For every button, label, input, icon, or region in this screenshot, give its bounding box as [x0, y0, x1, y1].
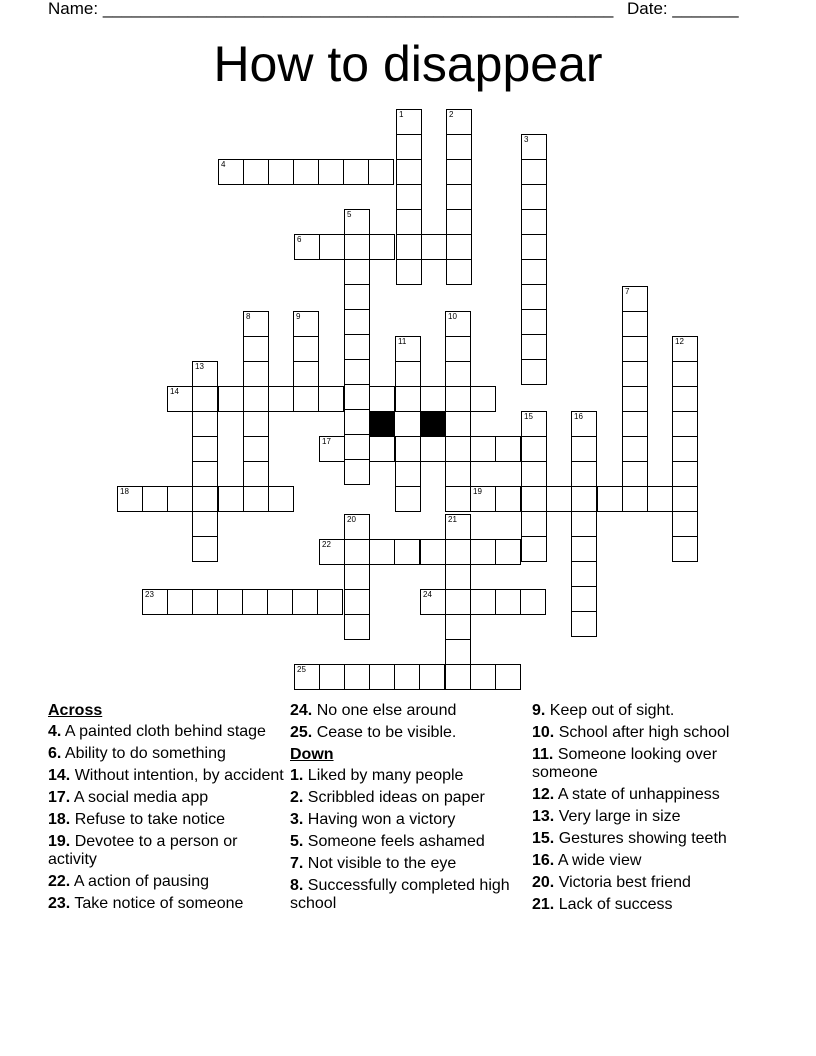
down-clue-list — [290, 767, 526, 913]
clue-item — [532, 808, 772, 826]
grid-cell[interactable] — [445, 411, 471, 437]
grid-cell[interactable] — [672, 361, 698, 387]
clue-text: Someone feels ashamed — [307, 833, 485, 850]
grid-cell[interactable] — [394, 539, 420, 565]
grid-cell[interactable] — [419, 664, 445, 690]
clue-text: Take notice of someone — [74, 895, 244, 912]
grid-cell[interactable] — [622, 461, 648, 487]
clue-text: Having won a victory — [307, 811, 456, 828]
grid-cell[interactable] — [445, 386, 471, 412]
clue-text: Not visible to the eye — [307, 855, 457, 872]
grid-cell[interactable] — [445, 639, 471, 665]
grid-cell[interactable] — [495, 589, 521, 615]
grid-cell[interactable] — [571, 411, 597, 437]
grid-cell[interactable] — [268, 386, 294, 412]
clue-number: 22 — [322, 540, 331, 549]
grid-cell[interactable] — [368, 159, 394, 185]
grid-cell[interactable] — [243, 386, 269, 412]
date-field[interactable]: _______ — [672, 0, 739, 18]
clue-item — [48, 895, 284, 913]
grid-cell[interactable] — [445, 461, 471, 487]
grid-cell[interactable] — [445, 589, 471, 615]
grid-cell[interactable] — [344, 384, 370, 410]
clue-item — [290, 811, 526, 829]
clue-text: Liked by many people — [307, 767, 464, 784]
clue-number: 11 — [398, 337, 407, 346]
grid-cell[interactable] — [446, 209, 472, 235]
clue-item — [48, 789, 284, 807]
grid-cell[interactable] — [192, 536, 218, 562]
clue-text: Ability to do something — [64, 745, 226, 762]
clue-number: 16. — [532, 852, 555, 869]
grid-cell[interactable] — [192, 511, 218, 537]
grid-cell[interactable] — [344, 209, 370, 235]
clue-number: 1 — [399, 110, 404, 119]
grid-cell[interactable] — [521, 486, 547, 512]
grid-cell[interactable] — [344, 589, 370, 615]
grid-cell[interactable] — [571, 461, 597, 487]
grid-cell[interactable] — [396, 184, 422, 210]
grid-cell[interactable] — [622, 411, 648, 437]
grid-cell[interactable] — [622, 311, 648, 337]
clue-text: No one else around — [316, 702, 457, 719]
across-clue-list — [48, 723, 284, 913]
grid-cell[interactable] — [192, 589, 218, 615]
grid-cell[interactable] — [495, 486, 521, 512]
grid-cell[interactable] — [268, 486, 294, 512]
clue-number: 13. — [532, 808, 555, 825]
clue-number: 1. — [290, 767, 304, 784]
grid-cell[interactable] — [446, 184, 472, 210]
grid-cell[interactable] — [344, 284, 370, 310]
grid-cell[interactable] — [142, 486, 168, 512]
clue-text: A state of unhappiness — [557, 786, 720, 803]
clue-number: 8. — [290, 877, 304, 894]
clues-column-2 — [290, 702, 526, 917]
clue-item — [290, 767, 526, 785]
grid-cell[interactable] — [395, 386, 421, 412]
grid-cell[interactable] — [396, 259, 422, 285]
grid-cell[interactable] — [396, 134, 422, 160]
clue-number: 8 — [246, 312, 251, 321]
grid-cell[interactable] — [394, 664, 420, 690]
grid-cell[interactable] — [167, 486, 193, 512]
clue-number: 5. — [290, 833, 304, 850]
clue-text: Successfully completed high school — [290, 877, 510, 912]
grid-cell[interactable] — [319, 539, 345, 565]
clue-number: 12. — [532, 786, 555, 803]
grid-cell[interactable] — [344, 334, 370, 360]
grid-cell[interactable] — [369, 386, 395, 412]
grid-cell[interactable] — [167, 589, 193, 615]
grid-cell[interactable] — [395, 436, 421, 462]
grid-cell[interactable] — [344, 259, 370, 285]
clue-text: Cease to be visible. — [316, 724, 457, 741]
down-heading: Down — [290, 746, 334, 763]
clue-number: 17. — [48, 789, 71, 806]
grid-cell[interactable] — [395, 486, 421, 512]
clue-number: 16 — [574, 412, 583, 421]
grid-cell[interactable] — [445, 311, 471, 337]
grid-cell[interactable] — [243, 159, 269, 185]
clue-item — [48, 873, 284, 891]
grid-cell[interactable] — [445, 361, 471, 387]
grid-cell[interactable] — [672, 511, 698, 537]
grid-cell[interactable] — [242, 589, 268, 615]
clue-number: 14 — [170, 387, 179, 396]
grid-cell[interactable] — [521, 234, 547, 260]
grid-cell[interactable] — [622, 336, 648, 362]
grid-cell[interactable] — [369, 664, 395, 690]
grid-cell[interactable] — [521, 209, 547, 235]
clue-item — [532, 724, 772, 742]
black-cell — [369, 411, 395, 437]
grid-cell[interactable] — [395, 336, 421, 362]
clue-item — [290, 833, 526, 851]
grid-cell[interactable] — [317, 589, 343, 615]
grid-cell[interactable] — [495, 436, 521, 462]
grid-cell[interactable] — [192, 461, 218, 487]
grid-cell[interactable] — [521, 134, 547, 160]
grid-cell[interactable] — [318, 386, 344, 412]
clue-item — [532, 746, 772, 782]
clue-number: 6 — [297, 235, 302, 244]
grid-cell[interactable] — [396, 234, 422, 260]
grid-cell[interactable] — [571, 611, 597, 637]
grid-cell[interactable] — [446, 109, 472, 135]
clue-number: 10 — [448, 312, 457, 321]
clue-text: Devotee to a person or activity — [48, 833, 238, 868]
clue-number: 21 — [448, 515, 457, 524]
clue-text: Without intention, by accident — [74, 767, 284, 784]
clue-number: 2 — [449, 110, 454, 119]
grid-cell[interactable] — [521, 511, 547, 537]
clue-number: 21. — [532, 896, 555, 913]
clue-item — [532, 786, 772, 804]
black-cell — [420, 411, 446, 437]
grid-cell[interactable] — [294, 664, 320, 690]
clue-text: Very large in size — [558, 808, 681, 825]
grid-cell[interactable] — [369, 539, 395, 565]
grid-cell[interactable] — [420, 539, 446, 565]
grid-cell[interactable] — [420, 386, 446, 412]
clue-item — [532, 896, 772, 914]
grid-cell[interactable] — [319, 234, 345, 260]
grid-cell[interactable] — [672, 386, 698, 412]
clue-number: 23 — [145, 590, 154, 599]
grid-cell[interactable] — [243, 436, 269, 462]
clue-text: School after high school — [558, 724, 730, 741]
grid-cell[interactable] — [243, 361, 269, 387]
clue-number: 24 — [423, 590, 432, 599]
clue-number: 12 — [675, 337, 684, 346]
grid-cell[interactable] — [192, 411, 218, 437]
grid-cell[interactable] — [243, 311, 269, 337]
grid-cell[interactable] — [622, 361, 648, 387]
clue-text: Victoria best friend — [558, 874, 691, 891]
grid-cell[interactable] — [446, 234, 472, 260]
grid-cell[interactable] — [319, 436, 345, 462]
grid-cell[interactable] — [672, 461, 698, 487]
clue-number: 15. — [532, 830, 555, 847]
clue-text: Someone looking over someone — [532, 746, 718, 781]
grid-cell[interactable] — [445, 486, 471, 512]
clues-column-1 — [48, 702, 284, 917]
clue-number: 23. — [48, 895, 71, 912]
clue-text: Lack of success — [558, 896, 673, 913]
grid-cell[interactable] — [292, 589, 318, 615]
grid-cell[interactable] — [571, 511, 597, 537]
grid-cell[interactable] — [396, 209, 422, 235]
clue-text: A social media app — [73, 789, 209, 806]
grid-cell[interactable] — [420, 436, 446, 462]
clue-number: 4 — [221, 160, 226, 169]
clue-item — [290, 877, 526, 913]
clue-item — [290, 702, 526, 720]
grid-cell[interactable] — [571, 561, 597, 587]
grid-cell[interactable] — [470, 486, 496, 512]
grid-cell[interactable] — [446, 259, 472, 285]
grid-cell[interactable] — [293, 311, 319, 337]
grid-cell[interactable] — [343, 159, 369, 185]
clue-item — [48, 723, 284, 741]
grid-cell[interactable] — [293, 361, 319, 387]
grid-cell[interactable] — [445, 539, 471, 565]
clue-item — [48, 811, 284, 829]
clue-number: 25. — [290, 724, 313, 741]
grid-cell[interactable] — [294, 234, 320, 260]
grid-cell[interactable] — [622, 386, 648, 412]
grid-cell[interactable] — [445, 664, 471, 690]
grid-cell[interactable] — [521, 309, 547, 335]
grid-cell[interactable] — [470, 386, 496, 412]
grid-cell[interactable] — [218, 159, 244, 185]
grid-cell[interactable] — [521, 436, 547, 462]
grid-cell[interactable] — [520, 589, 546, 615]
grid-cell[interactable] — [495, 539, 521, 565]
clue-number: 7. — [290, 855, 304, 872]
grid-cell[interactable] — [344, 459, 370, 485]
grid-cell[interactable] — [521, 284, 547, 310]
clue-item — [48, 767, 284, 785]
clue-text: Gestures showing teeth — [558, 830, 727, 847]
grid-cell[interactable] — [470, 436, 496, 462]
clue-number: 9 — [296, 312, 301, 321]
clue-text: Refuse to take notice — [74, 811, 226, 828]
grid-cell[interactable] — [243, 486, 269, 512]
clue-number: 6. — [48, 745, 62, 762]
clues-column-3 — [532, 702, 772, 918]
grid-cell[interactable] — [571, 586, 597, 612]
grid-cell[interactable] — [369, 436, 395, 462]
grid-cell[interactable] — [243, 411, 269, 437]
grid-cell[interactable] — [218, 486, 244, 512]
grid-cell[interactable] — [192, 436, 218, 462]
grid-cell[interactable] — [268, 159, 294, 185]
clue-number: 9. — [532, 702, 546, 719]
grid-cell[interactable] — [445, 564, 471, 590]
clue-number: 14. — [48, 767, 71, 784]
grid-cell[interactable] — [647, 486, 673, 512]
clue-number: 24. — [290, 702, 313, 719]
grid-cell[interactable] — [622, 486, 648, 512]
grid-cell[interactable] — [117, 486, 143, 512]
clue-number: 19 — [473, 487, 482, 496]
clue-number: 20. — [532, 874, 555, 891]
clue-text: A painted cloth behind stage — [64, 723, 266, 740]
grid-cell[interactable] — [445, 514, 471, 540]
grid-cell[interactable] — [420, 589, 446, 615]
grid-cell[interactable] — [344, 664, 370, 690]
grid-cell[interactable] — [571, 536, 597, 562]
clue-text: Keep out of sight. — [549, 702, 675, 719]
clue-item — [48, 833, 284, 869]
clue-number: 17 — [322, 437, 331, 446]
grid-cell[interactable] — [293, 386, 319, 412]
grid-cell[interactable] — [243, 461, 269, 487]
grid-cell[interactable] — [672, 411, 698, 437]
grid-cell[interactable] — [421, 234, 447, 260]
grid-cell[interactable] — [344, 539, 370, 565]
date-label: Date: — [627, 0, 668, 18]
grid-cell[interactable] — [521, 184, 547, 210]
grid-cell[interactable] — [445, 336, 471, 362]
clue-text: A action of pausing — [73, 873, 210, 890]
page-title: How to disappear — [213, 36, 603, 92]
clue-item — [532, 874, 772, 892]
grid-cell[interactable] — [192, 386, 218, 412]
grid-cell[interactable] — [344, 409, 370, 435]
clue-number: 3. — [290, 811, 304, 828]
grid-cell[interactable] — [470, 589, 496, 615]
clue-number: 18 — [120, 487, 129, 496]
grid-cell[interactable] — [571, 436, 597, 462]
clue-item — [48, 745, 284, 763]
clue-item — [290, 855, 526, 873]
clue-number: 25 — [297, 665, 306, 674]
grid-cell[interactable] — [218, 386, 244, 412]
grid-cell[interactable] — [622, 286, 648, 312]
name-label: Name: — [48, 0, 99, 18]
grid-cell[interactable] — [571, 486, 597, 512]
grid-cell[interactable] — [445, 436, 471, 462]
grid-cell[interactable] — [319, 664, 345, 690]
grid-cell[interactable] — [672, 486, 698, 512]
clue-number: 19. — [48, 833, 71, 850]
grid-cell[interactable] — [192, 486, 218, 512]
grid-cell[interactable] — [672, 336, 698, 362]
grid-cell[interactable] — [470, 664, 496, 690]
clue-number: 7 — [625, 287, 630, 296]
grid-cell[interactable] — [521, 411, 547, 437]
grid-cell[interactable] — [369, 234, 395, 260]
grid-cell[interactable] — [396, 159, 422, 185]
grid-cell[interactable] — [521, 334, 547, 360]
clue-number: 10. — [532, 724, 555, 741]
across-clue-list-continued — [290, 702, 526, 742]
grid-cell[interactable] — [672, 436, 698, 462]
clue-number: 2. — [290, 789, 304, 806]
grid-cell[interactable] — [395, 361, 421, 387]
grid-cell[interactable] — [293, 336, 319, 362]
clue-item — [532, 830, 772, 848]
clue-number: 18. — [48, 811, 71, 828]
clue-item — [290, 724, 526, 742]
grid-cell[interactable] — [521, 359, 547, 385]
clue-text: Scribbled ideas on paper — [307, 789, 485, 806]
grid-cell[interactable] — [267, 589, 293, 615]
grid-cell[interactable] — [521, 159, 547, 185]
clue-item — [532, 852, 772, 870]
grid-cell[interactable] — [597, 486, 623, 512]
clue-number: 20 — [347, 515, 356, 524]
grid-cell[interactable] — [293, 159, 319, 185]
down-clue-list-continued — [532, 702, 772, 914]
grid-cell[interactable] — [167, 386, 193, 412]
grid-cell[interactable] — [521, 461, 547, 487]
across-heading: Across — [48, 702, 103, 719]
clue-number: 4. — [48, 723, 62, 740]
clue-number: 5 — [347, 210, 352, 219]
grid-cell[interactable] — [546, 486, 572, 512]
grid-cell[interactable] — [395, 461, 421, 487]
grid-cell[interactable] — [344, 514, 370, 540]
grid-cell[interactable] — [344, 309, 370, 335]
clue-item — [532, 702, 772, 720]
grid-cell[interactable] — [192, 361, 218, 387]
grid-cell[interactable] — [521, 536, 547, 562]
grid-cell[interactable] — [318, 159, 344, 185]
name-field[interactable]: ______________________________________________________ — [102, 0, 614, 18]
grid-cell[interactable] — [217, 589, 243, 615]
clue-number: 11. — [532, 746, 554, 763]
grid-cell[interactable] — [470, 539, 496, 565]
grid-cell[interactable] — [243, 336, 269, 362]
grid-cell[interactable] — [142, 589, 168, 615]
grid-cell[interactable] — [344, 564, 370, 590]
grid-cell[interactable] — [344, 434, 370, 460]
grid-cell[interactable] — [396, 109, 422, 135]
clue-item — [290, 789, 526, 807]
grid-cell[interactable] — [495, 664, 521, 690]
grid-cell[interactable] — [445, 614, 471, 640]
clue-text: A wide view — [557, 852, 642, 869]
grid-cell[interactable] — [344, 359, 370, 385]
grid-cell[interactable] — [521, 259, 547, 285]
grid-cell[interactable] — [672, 536, 698, 562]
clue-number: 22. — [48, 873, 71, 890]
grid-cell[interactable] — [344, 614, 370, 640]
grid-cell[interactable] — [622, 436, 648, 462]
clue-number: 15 — [524, 412, 533, 421]
grid-cell[interactable] — [446, 159, 472, 185]
clue-number: 13 — [195, 362, 204, 371]
grid-cell[interactable] — [446, 134, 472, 160]
grid-cell[interactable] — [344, 234, 370, 260]
clue-number: 3 — [524, 135, 529, 144]
